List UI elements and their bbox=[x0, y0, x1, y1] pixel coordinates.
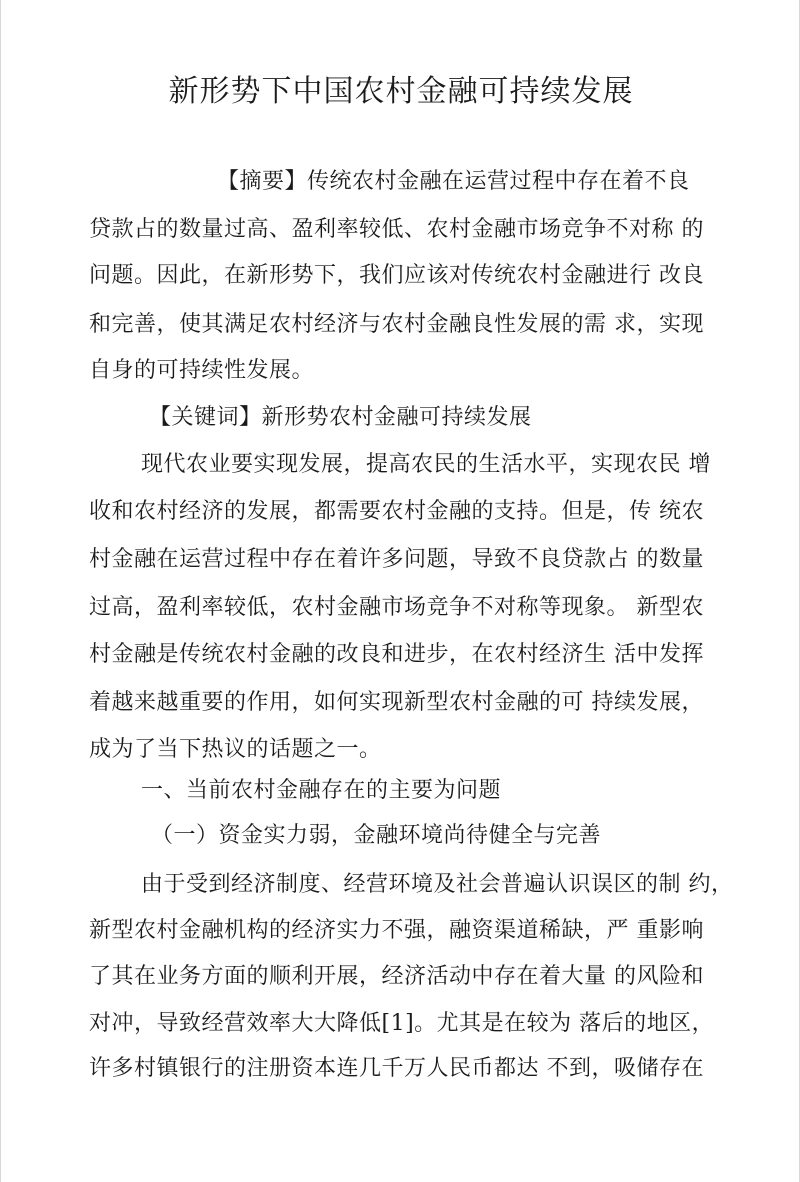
body-line-6: 着越来越重要的作用，如何实现新型农村金融的可 持续发展， bbox=[89, 690, 704, 715]
body-line-5: 村金融是传统农村金融的改良和进步，在农村经济生 活中发挥 bbox=[89, 642, 704, 667]
abstract-line-4: 和完善，使其满足农村经济与农村金融良性发展的需 求，实现 bbox=[89, 312, 704, 337]
abstract-line-3: 问题。因此，在新形势下，我们应该对传统农村金融进行 改良 bbox=[89, 263, 704, 288]
body2-line-5: 许多村镇银行的注册资本连几千万人民币都达 不到，吸储存在 bbox=[89, 1056, 704, 1081]
body2-line-2: 新型农村金融机构的经济实力不强，融资渠道稀缺，严 重影响 bbox=[89, 918, 704, 943]
body2-line-3: 了其在业务方面的顺利开展，经济活动中存在着大量 的风险和 bbox=[89, 964, 704, 989]
body2-line-1: 由于受到经济制度、经营环境及社会普遍认识误区的制 约， bbox=[141, 872, 734, 897]
body-line-7: 成为了当下热议的话题之一。 bbox=[89, 737, 382, 762]
abstract-line-5: 自身的可持续性发展。 bbox=[89, 358, 315, 383]
body-line-4: 过高，盈利率较低，农村金融市场竞争不对称等现象。 新型农 bbox=[89, 595, 704, 620]
body-line-1: 现代农业要实现发展，提高农民的生活水平，实现农民 增 bbox=[141, 452, 711, 477]
body-line-3: 村金融在运营过程中存在着许多问题，导致不良贷款占 的数量 bbox=[89, 547, 704, 572]
abstract-line-1: 【摘要】传统农村金融在运营过程中存在着不良 bbox=[217, 169, 690, 194]
keywords-line: 【关键词】新形势农村金融可持续发展 bbox=[149, 405, 532, 430]
abstract-line-2: 贷款占的数量过高、盈利率较低、农村金融市场竞争不对称 的 bbox=[89, 217, 704, 242]
subsection-heading-1: （一）资金实力弱，金融环境尚待健全与完善 bbox=[151, 823, 602, 848]
body-line-2: 收和农村经济的发展，都需要农村金融的支持。但是，传 统农 bbox=[89, 499, 704, 524]
document-title: 新形势下中国农村金融可持续发展 bbox=[168, 74, 634, 109]
section-heading-1: 一、当前农村金融存在的主要为问题 bbox=[141, 778, 502, 803]
body2-line-4: 对冲，导致经营效率大大降低[1]。尤其是在较为 落后的地区， bbox=[89, 1011, 715, 1036]
